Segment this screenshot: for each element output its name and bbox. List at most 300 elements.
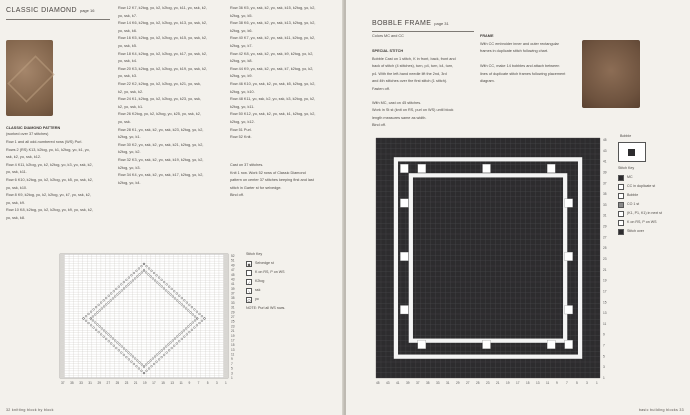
selvedge-cell xyxy=(60,295,65,297)
special-stitch-heading: SPECIAL STITCH xyxy=(372,49,404,53)
text-line: yo, ssk, k11. xyxy=(6,170,27,175)
text-line: Knit 1 row. Work 52 rows of Classic Diamond xyxy=(230,170,306,175)
selvedge-cell xyxy=(60,376,65,378)
text-line: yo, ssk, k4. xyxy=(118,59,137,64)
row-label: 29 xyxy=(231,310,235,315)
row-label: 33 xyxy=(603,202,607,207)
row-label: 1 xyxy=(231,376,233,380)
stitch-key-label: (K1, P1, K1) in next st xyxy=(627,211,662,215)
stitch-key-title-right: Stitch Key xyxy=(618,166,635,170)
row-label: 23 xyxy=(231,324,235,329)
selvedge-cell xyxy=(60,321,65,323)
bobble-cell xyxy=(400,252,408,261)
stitch-swatch xyxy=(618,175,624,181)
row-label: 37 xyxy=(231,291,235,296)
col-label: 21 xyxy=(496,381,500,385)
classic-diamond-chart xyxy=(50,248,240,388)
text-line: Bind off. xyxy=(230,193,244,198)
right-stitch-key-list xyxy=(618,164,662,236)
selvedge-cell xyxy=(223,306,228,308)
selvedge-cell xyxy=(223,261,228,263)
row-label: 45 xyxy=(603,138,607,142)
text-line: k2tog, yo, k8. xyxy=(230,59,253,64)
text-line: frames in duplicate stitch following chart. xyxy=(480,49,549,54)
right-stitch-key xyxy=(620,132,631,141)
selvedge-cell xyxy=(60,311,65,313)
selvedge-cell xyxy=(223,352,228,354)
selvedge-cell xyxy=(223,295,228,297)
stitch-key-item xyxy=(618,182,662,191)
selvedge-cell xyxy=(60,330,65,332)
col-label: 11 xyxy=(546,381,550,385)
bobble-cell xyxy=(565,340,573,349)
selvedge-cell xyxy=(223,297,228,299)
selvedge-cell xyxy=(223,285,228,287)
selvedge-cell xyxy=(60,352,65,354)
col-label: 17 xyxy=(516,381,520,385)
selvedge-cell xyxy=(60,333,65,335)
col-label: 33 xyxy=(79,381,83,385)
selvedge-cell xyxy=(223,361,228,363)
text-line: With CC, make 14 bobbles and attach between xyxy=(480,64,560,69)
selvedge-cell xyxy=(60,266,65,268)
selvedge-cell xyxy=(223,259,228,261)
col-label: 29 xyxy=(97,381,101,385)
pattern-sub: (worked over 37 stitches) xyxy=(6,132,49,136)
selvedge-cell xyxy=(60,328,65,330)
row-label: 27 xyxy=(603,235,607,240)
text-line: Row 10 K8, k2tog, yo, k2, k2tog, yo, k9, yo, ssk, k2, xyxy=(6,208,93,213)
selvedge-cell xyxy=(223,326,228,328)
selvedge-cell xyxy=(223,330,228,332)
col-label: 39 xyxy=(406,381,410,385)
row-label: 3 xyxy=(603,365,605,370)
col-label: 1 xyxy=(596,381,598,385)
row-label: 5 xyxy=(603,354,605,359)
stitch-swatch xyxy=(618,202,624,208)
text-line: Bind off. xyxy=(372,123,386,128)
selvedge-cell xyxy=(223,287,228,289)
selvedge-cell xyxy=(223,342,228,344)
left-footer: 32 knitting block by block xyxy=(6,408,54,412)
selvedge-cell xyxy=(60,345,65,347)
selvedge-cell xyxy=(60,340,65,342)
row-label: 35 xyxy=(231,296,235,301)
col-label: 3 xyxy=(586,381,588,385)
col-label: 41 xyxy=(396,381,400,385)
stitch-key-label: MC xyxy=(627,175,633,179)
selvedge-cell xyxy=(60,309,65,311)
stitch-key-item xyxy=(618,209,662,218)
selvedge-cell xyxy=(60,256,65,258)
text-line: Row 42 K8, yo, ssk, k2, yo, ssk, k9, k2tog, yo, k2, xyxy=(230,51,314,56)
selvedge-cell xyxy=(60,290,65,292)
col-label: 17 xyxy=(152,381,156,385)
selvedge-cell xyxy=(60,271,65,273)
selvedge-cell xyxy=(60,359,65,361)
row-label: 52 xyxy=(231,254,235,258)
selvedge-cell xyxy=(60,364,65,366)
col-label: 15 xyxy=(161,381,165,385)
selvedge-cell xyxy=(223,328,228,330)
col-label: 5 xyxy=(576,381,578,385)
row-label: 3 xyxy=(231,371,233,376)
selvedge-cell xyxy=(223,256,228,258)
selvedge-cell xyxy=(60,259,65,261)
bobble-placement-diagram xyxy=(618,142,646,162)
right-page-title: BOBBLE FRAME page 31 xyxy=(372,20,449,27)
row-label: 19 xyxy=(603,278,607,283)
selvedge-cell xyxy=(223,280,228,282)
text-line: Row 18 K4, k2tog, yo, k2, k2tog, yo, k17, yo, ssk, k2, xyxy=(118,51,208,56)
stitch-key-item xyxy=(618,173,662,182)
selvedge-cell xyxy=(60,371,65,373)
selvedge-cell xyxy=(223,376,228,378)
bobble-cell xyxy=(483,340,491,349)
right-footer: basic building blocks 33 xyxy=(638,408,684,412)
text-line: Row 30 K2, yo, ssk, k2, yo, ssk, k21, k2tog, yo, k2, xyxy=(118,142,204,147)
selvedge-cell xyxy=(60,354,65,356)
selvedge-cell xyxy=(223,347,228,349)
col-label: 43 xyxy=(386,381,390,385)
bobble-cell xyxy=(418,164,426,173)
row-label: 9 xyxy=(603,332,605,337)
col-label: 5 xyxy=(206,381,209,385)
row-label: 13 xyxy=(231,347,235,352)
col-label: 35 xyxy=(426,381,430,385)
row-label: 47 xyxy=(231,268,235,273)
stitch-key-title: Stitch Key xyxy=(246,252,263,256)
row-label: 17 xyxy=(603,289,607,294)
text-line: k2tog, yo, k3. xyxy=(118,165,141,170)
text-line: lines of duplicate stitch frames following placement xyxy=(480,71,566,76)
text-line: Row 36 K5, yo, ssk, k2, yo, ssk, k15, k2tog, yo, k2, xyxy=(230,6,316,10)
selvedge-cell xyxy=(223,333,228,335)
col-label: 33 xyxy=(436,381,440,385)
stitch-key-item xyxy=(246,295,285,304)
bobble-cell xyxy=(565,252,573,261)
selvedge-cell xyxy=(60,268,65,270)
stitch-key-label: CC in duplicate st xyxy=(627,184,656,188)
colors-line: Colors MC and CC xyxy=(372,34,404,38)
bobble-cell xyxy=(547,340,555,349)
text-line: k2tog, yo, k11. xyxy=(230,104,255,109)
row-label: 35 xyxy=(603,192,607,197)
row-label: 43 xyxy=(603,148,607,153)
row-label: 31 xyxy=(603,213,607,218)
text-line: Row 50 K12, yo, ssk, k2, yo, ssk, k1, k2tog, yo, k2, xyxy=(230,112,316,117)
row-label: 41 xyxy=(603,159,607,164)
text-line: yo, ssk, k10. xyxy=(6,185,28,190)
title-rule-right xyxy=(372,31,474,32)
col-label: 11 xyxy=(179,381,183,385)
text-line: Row 38 K6, yo, ssk, k2, yo, ssk, k13, k2tog, yo, k2, xyxy=(230,21,316,26)
stitch-key-label: Bobble xyxy=(627,193,639,197)
selvedge-cell xyxy=(223,357,228,359)
selvedge-cell xyxy=(223,266,228,268)
row-label: 13 xyxy=(603,311,607,316)
bobble-cell xyxy=(400,199,408,208)
text-line: p4. With the left-hand needle lift the 2nd, 3rd xyxy=(372,71,447,76)
text-line: Row 52 Knit. xyxy=(230,135,252,140)
stitch-key-label: K on RS, P on WS xyxy=(627,220,657,224)
selvedge-cell xyxy=(60,316,65,318)
text-line: Row 34 K4, yo, ssk, k2, yo, ssk, k17, k2tog, yo, k2, xyxy=(118,173,204,178)
stitch-key-item xyxy=(618,200,662,209)
selvedge-cell xyxy=(223,278,228,280)
selvedge-cell xyxy=(60,373,65,375)
col-label: 19 xyxy=(143,381,147,385)
col-label: 23 xyxy=(486,381,490,385)
col-label: 13 xyxy=(536,381,540,385)
text-line: k2tog, yo, k12. xyxy=(230,120,255,124)
text-line: k2, yo, ssk, k2. xyxy=(118,89,144,94)
selvedge-cell xyxy=(223,340,228,342)
text-line: Row 26 K2tog, yo, k2, k2tog, yo, k25, yo, ssk, k2, xyxy=(118,112,201,117)
text-line: Row 44 K9, yo, ssk, k2, yo, ssk, k7, k2tog, yo, k2, xyxy=(230,66,314,71)
selvedge-cell xyxy=(223,268,228,270)
row-label: 19 xyxy=(231,333,235,338)
col-label: 21 xyxy=(133,381,138,385)
text-line: and 4th stitches over the first stitch (1 stitch). xyxy=(372,79,448,84)
stitch-swatch xyxy=(618,193,624,199)
text-line: Row 14 K6, k2tog, yo, k2, k2tog, yo, k13, yo, ssk, k2, xyxy=(118,21,208,26)
bobble-cell xyxy=(400,305,408,314)
row-label: 1 xyxy=(603,376,605,380)
row-label: 41 xyxy=(231,282,235,287)
text-line: length measures same as width. xyxy=(372,115,427,120)
selvedge-cell xyxy=(60,278,65,280)
selvedge-cell xyxy=(60,323,65,325)
text-line: stitch in Garter st for selvedge. xyxy=(230,185,282,190)
selvedge-cell xyxy=(60,342,65,344)
text-line: Row 48 K11, yo, ssk, k2, yo, ssk, k3, k2tog, yo, k2, xyxy=(230,97,316,102)
stitch-key-label: CO 1 st xyxy=(627,202,640,206)
text-line: Bobble Cast on 1 stitch, K in front, back, front and xyxy=(372,57,456,61)
col-label: 7 xyxy=(566,381,568,385)
text-line: Row 24 K1, k2tog, yo, k2, k2tog, yo, k23, yo, ssk, xyxy=(118,97,201,102)
selvedge-cell xyxy=(223,314,228,316)
selvedge-cell xyxy=(223,371,228,373)
row-label: 23 xyxy=(603,257,607,261)
text-line: yo, ssk, k3. xyxy=(118,74,137,79)
col-label: 13 xyxy=(170,381,174,385)
text-line: k2tog, yo, k5. xyxy=(230,13,253,18)
stitch-key-item xyxy=(246,277,285,286)
row-label: 11 xyxy=(603,321,607,326)
selvedge-cell xyxy=(223,337,228,339)
col-label: 7 xyxy=(197,381,200,385)
selvedge-cell xyxy=(60,261,65,263)
stitch-key-label: ssk xyxy=(255,288,261,292)
text-line: Row 28 K1, yo, ssk, k2, yo, ssk, k23, k2tog, yo, k2, xyxy=(118,127,204,132)
col-label: 19 xyxy=(506,381,510,385)
text-line: back of stitch (4 stitches), turn, p4, turn, k4, turn, xyxy=(372,64,454,69)
row-label: 37 xyxy=(603,181,607,186)
row-label: 25 xyxy=(603,246,607,251)
text-line: k2tog, yo, k9. xyxy=(230,74,253,79)
stitch-key-item xyxy=(618,218,662,227)
classic-diamond-swatch-photo xyxy=(6,40,53,116)
row-label: 45 xyxy=(231,272,235,277)
text-line: yo, ssk, k7. xyxy=(118,13,137,18)
text-line: Row 12 K7, k2tog, yo, k2, k2tog, yo, k11, yo, ssk, k2, xyxy=(118,6,207,10)
text-line: Row 32 K3, yo, ssk, k2, yo, ssk, k19, k2tog, yo, k2, xyxy=(118,158,204,162)
text-line: Row 51 Purl. xyxy=(230,127,252,132)
selvedge-cell xyxy=(60,337,65,339)
selvedge-cell xyxy=(60,264,65,266)
row-label: 15 xyxy=(231,343,235,348)
selvedge-cell xyxy=(60,361,65,363)
selvedge-cell xyxy=(223,271,228,273)
row-label: 21 xyxy=(231,329,235,334)
text-line: Row 4 K11, k2tog, yo, k2, k2tog, yo, k3, yo, ssk, k2, xyxy=(6,162,93,167)
row-label: 29 xyxy=(603,224,607,229)
selvedge-cell xyxy=(223,368,228,370)
stitch-key-label: yo xyxy=(255,297,259,301)
selvedge-cell xyxy=(60,297,65,299)
text-line: ssk, k2, yo, ssk, k12. xyxy=(6,155,42,160)
selvedge-cell xyxy=(223,302,228,304)
stitch-key-item xyxy=(618,227,662,236)
row-label: 21 xyxy=(603,267,607,272)
selvedge-cell xyxy=(60,366,65,368)
selvedge-cell xyxy=(223,311,228,313)
right-page xyxy=(346,0,690,415)
text-line: pattern on center 37 stitches keeping first and last xyxy=(230,178,314,183)
text-line: Row 40 K7, yo, ssk, k2, yo, ssk, k11, k2tog, yo, k2, xyxy=(230,36,316,41)
bobble-cell xyxy=(483,164,491,173)
left-stitch-key xyxy=(246,250,285,313)
col-label: 3 xyxy=(215,381,218,385)
stitch-key-item xyxy=(618,191,662,200)
row-label: 39 xyxy=(603,170,607,175)
selvedge-cell xyxy=(60,292,65,294)
row-label: 11 xyxy=(231,352,235,357)
col-label: 27 xyxy=(466,381,470,385)
stitch-key-label: K on RS, P on WS xyxy=(255,270,285,274)
text-line: Rows 2 (RS) K13, k2tog, yo, k1, k2tog, yo, k1, yo, xyxy=(6,147,90,152)
bobble-cell xyxy=(565,305,573,314)
stitch-swatch xyxy=(618,211,624,217)
stitch-key-label: K2tog xyxy=(255,279,265,283)
selvedge-cell xyxy=(60,314,65,316)
col-label: 25 xyxy=(476,381,480,385)
stitch-key-label: Selvedge st xyxy=(255,261,274,265)
text-line: Row 8 K9, k2tog, yo, k2, k2tog, yo, k7, yo, ssk, k2, xyxy=(6,193,91,198)
selvedge-cell xyxy=(60,285,65,287)
selvedge-cell xyxy=(223,323,228,325)
col-label: 37 xyxy=(61,381,65,385)
selvedge-cell xyxy=(60,318,65,320)
selvedge-cell xyxy=(223,359,228,361)
selvedge-cell xyxy=(223,275,228,277)
stitch-symbol: / xyxy=(246,279,252,285)
text-line: Cast on 37 stitches. xyxy=(230,163,264,167)
selvedge-cell xyxy=(223,366,228,368)
text-line: k2tog, yo, k6. xyxy=(230,28,253,33)
selvedge-cell xyxy=(223,273,228,275)
stitch-key-item xyxy=(246,268,285,277)
text-line: k2tog, yo, k1. xyxy=(118,135,141,140)
col-label: 29 xyxy=(456,381,460,385)
col-label: 35 xyxy=(70,381,74,385)
text-line: yo, ssk, k8. xyxy=(6,216,25,220)
bobble-frame-swatch-photo xyxy=(582,40,640,108)
selvedge-cell xyxy=(223,264,228,266)
selvedge-cell xyxy=(60,335,65,337)
left-page xyxy=(0,0,344,415)
row-label: 31 xyxy=(231,305,235,310)
text-line: With MC, cast on 45 stitches. xyxy=(372,101,422,105)
selvedge-cell xyxy=(60,254,65,256)
selvedge-cell xyxy=(60,306,65,308)
stitch-key-item xyxy=(246,286,285,295)
row-label: 7 xyxy=(231,361,233,366)
selvedge-cell xyxy=(223,316,228,318)
selvedge-cell xyxy=(223,364,228,366)
bobble-cell xyxy=(400,164,408,173)
selvedge-cell xyxy=(223,345,228,347)
text-line: k2tog, yo, k10. xyxy=(230,89,255,94)
selvedge-cell xyxy=(60,273,65,275)
selvedge-cell xyxy=(223,354,228,356)
stitch-swatch xyxy=(618,220,624,226)
row-label: 17 xyxy=(231,338,235,343)
bobble-cell xyxy=(547,164,555,173)
selvedge-cell xyxy=(60,347,65,349)
text-line: k2tog, yo, k7. xyxy=(230,44,253,48)
bobble-frame-chart xyxy=(368,134,618,394)
col-label: 31 xyxy=(446,381,450,385)
stitch-key-item xyxy=(246,259,285,268)
pattern-heading: CLASSIC DIAMOND PATTERN xyxy=(6,126,61,130)
col-label: 25 xyxy=(115,381,120,385)
col-label: 23 xyxy=(124,381,129,385)
col-label: 31 xyxy=(88,381,92,385)
text-line: yo, ssk, k5. xyxy=(118,44,137,48)
selvedge-cell xyxy=(60,299,65,301)
text-line: yo, ssk. xyxy=(118,120,131,124)
text-line: diagram. xyxy=(480,79,495,83)
text-line: Fasten off. xyxy=(372,86,390,91)
text-line: k2tog, yo, k2. xyxy=(118,150,141,155)
frame-heading: FRAME xyxy=(480,34,494,38)
row-label: 7 xyxy=(603,343,605,348)
row-label: 9 xyxy=(231,357,233,362)
selvedge-cell xyxy=(223,254,228,256)
selvedge-cell xyxy=(223,321,228,323)
row-label: 51 xyxy=(231,258,235,263)
text-line: k2, yo, ssk, k1. xyxy=(118,104,144,109)
col-label: 15 xyxy=(526,381,530,385)
col-label: 1 xyxy=(225,381,227,385)
selvedge-cell xyxy=(60,275,65,277)
selvedge-cell xyxy=(223,373,228,375)
row-label: 25 xyxy=(231,319,235,324)
text-line: Work in St st (knit on RS, purl on WS) until block xyxy=(372,108,454,113)
text-line: With CC embroider inner and outer rectangular xyxy=(480,42,559,46)
col-label: 27 xyxy=(106,381,111,385)
bobble-cell xyxy=(418,340,426,349)
text-line: Row 20 K3, k2tog, yo, k2, k2tog, yo, k19, yo, ssk, k2, xyxy=(118,66,208,71)
selvedge-cell xyxy=(223,349,228,351)
col-label: 37 xyxy=(416,381,420,385)
selvedge-cell xyxy=(223,283,228,285)
left-page-title: CLASSIC DIAMOND page 16 xyxy=(6,7,95,14)
stitch-key-note: NOTE: Purl all WS rows. xyxy=(246,306,286,310)
bobble-label: Bobble xyxy=(620,134,632,138)
